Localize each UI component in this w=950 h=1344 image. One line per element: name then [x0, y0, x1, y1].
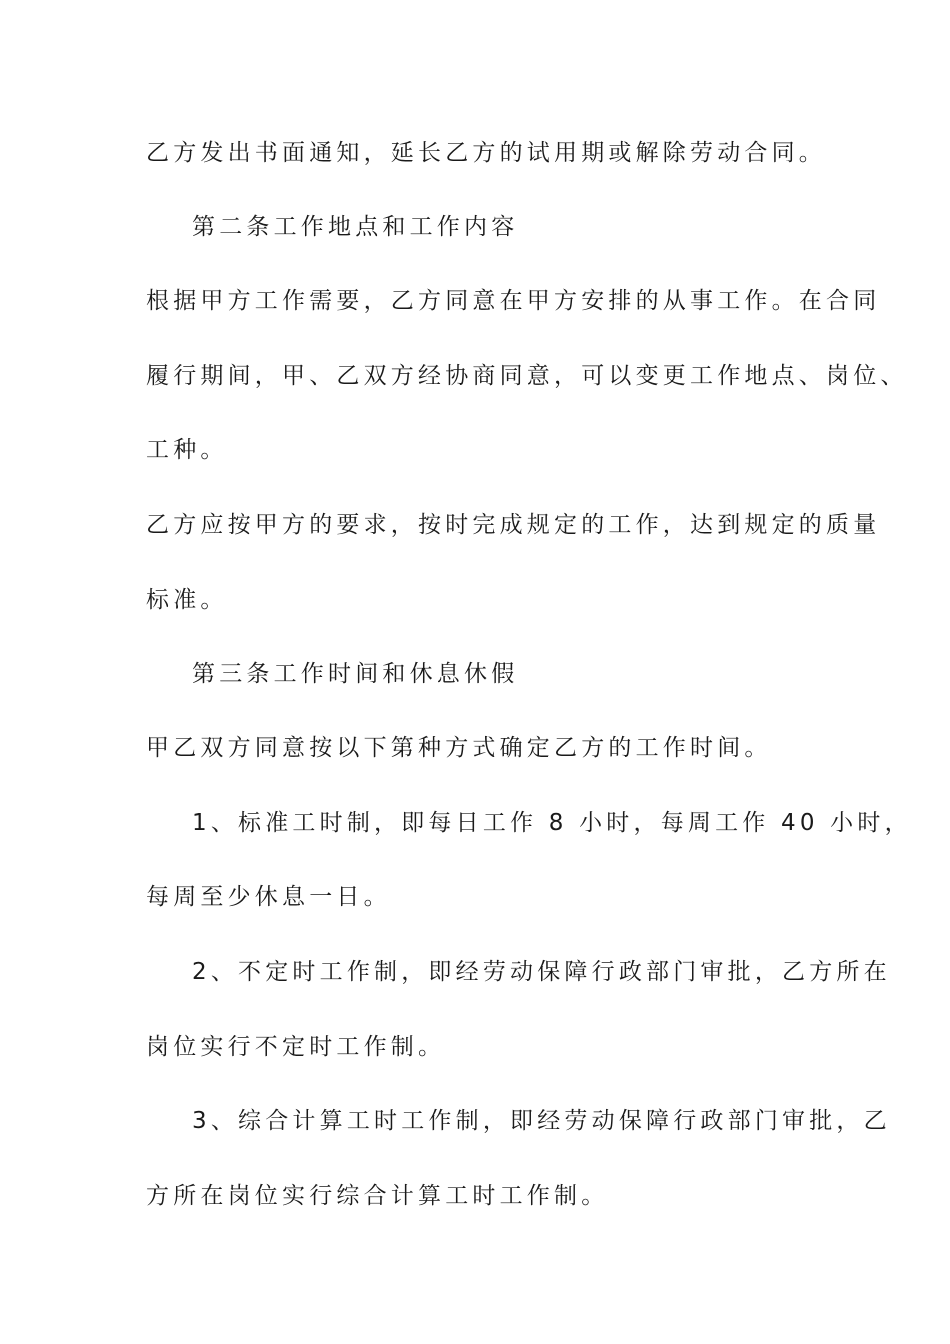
paragraph-line: 根据甲方工作需要，乙方同意在甲方安排的从事工作。在合同: [146, 288, 881, 314]
list-item-line: 1、标准工时制，即每日工作 8 小时，每周工作 40 小时，: [192, 810, 912, 836]
paragraph-line: 工种。: [146, 437, 228, 463]
paragraph-line: 甲乙双方同意按以下第种方式确定乙方的工作时间。: [146, 735, 772, 761]
paragraph-line: 履行期间，甲、乙双方经协商同意，可以变更工作地点、岗位、: [146, 363, 908, 389]
section-heading: 第三条工作时间和休息休假: [192, 661, 519, 687]
list-item-line: 2、不定时工作制，即经劳动保障行政部门审批，乙方所在: [192, 959, 891, 985]
section-heading: 第二条工作地点和工作内容: [192, 214, 519, 240]
paragraph-line: 岗位实行不定时工作制。: [146, 1034, 446, 1060]
list-item-line: 3、综合计算工时工作制，即经劳动保障行政部门审批，乙: [192, 1108, 891, 1134]
paragraph-line: 乙方应按甲方的要求，按时完成规定的工作，达到规定的质量: [146, 512, 881, 538]
paragraph-line: 标准。: [146, 587, 228, 613]
paragraph-line: 每周至少休息一日。: [146, 884, 391, 910]
paragraph-line: 乙方发出书面通知，延长乙方的试用期或解除劳动合同。: [146, 140, 826, 166]
paragraph-line: 方所在岗位实行综合计算工时工作制。: [146, 1183, 609, 1209]
